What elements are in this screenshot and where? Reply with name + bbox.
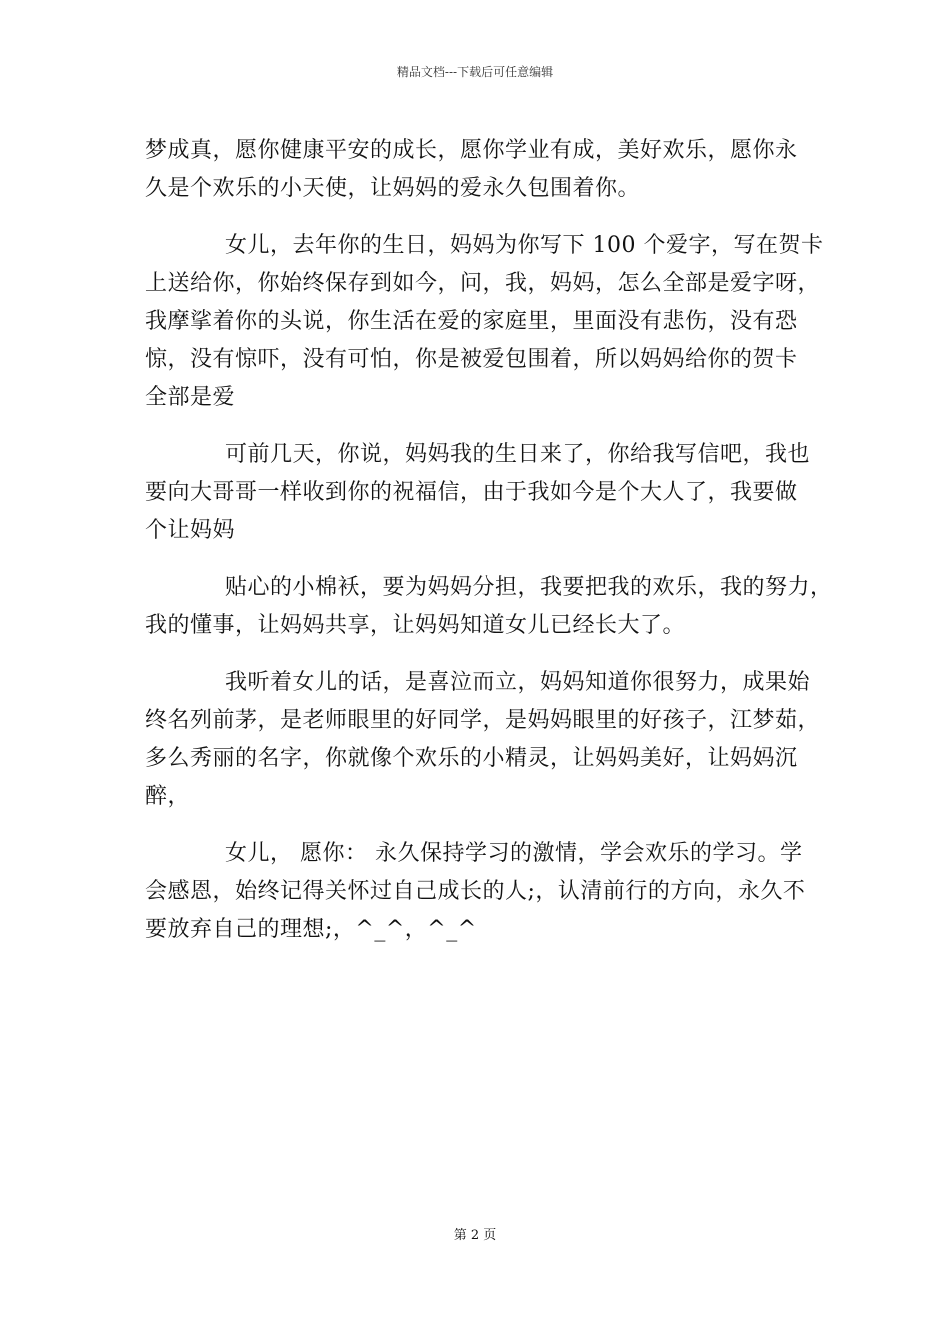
text-line: 要向大哥哥一样收到你的祝福信，由于我如今是个大人了，我要做 <box>145 480 798 505</box>
text-line: 多么秀丽的名字，你就像个欢乐的小精灵，让妈妈美好，让妈妈沉 <box>145 746 798 771</box>
text-line: 要放弃自己的理想;，^_^，^_^ <box>145 917 477 942</box>
text-line: 梦成真，愿你健康平安的成长，愿你学业有成，美好欢乐，愿你永 <box>145 138 798 163</box>
page-number: 第 2 页 <box>453 1228 497 1243</box>
paragraph-2 <box>145 227 830 417</box>
paragraph-4 <box>145 569 833 645</box>
text-line: 我听着女儿的话，是喜泣而立，妈妈知道你很努力，成果始 <box>225 670 811 695</box>
text-line: 我的懂事，让妈妈共享，让妈妈知道女儿已经长大了。 <box>145 613 686 638</box>
text-line: 会感恩，始终记得关怀过自己成长的人;，认清前行的方向，永久不 <box>145 879 806 904</box>
text-line: 惊，没有惊吓，没有可怕，你是被爱包围着，所以妈妈给你的贺卡 <box>145 347 798 372</box>
text-line: 我摩挲着你的头说，你生活在爱的家庭里，里面没有悲伤，没有恐 <box>145 309 798 334</box>
text-line: 醉， <box>145 784 191 809</box>
paragraph-1 <box>145 132 830 208</box>
text-line: 上送给你，你始终保存到如今，问，我，妈妈，怎么全部是爱字呀， <box>145 271 821 296</box>
paragraph-3 <box>145 436 830 550</box>
text-line: 女儿，去年你的生日，妈妈为你写下 100 个爱字，写在贺卡 <box>225 233 824 258</box>
text-line: 终名列前茅，是老师眼里的好同学，是妈妈眼里的好孩子，江梦茹， <box>145 708 821 733</box>
document-body <box>145 132 833 949</box>
text-line: 贴心的小棉袄，要为妈妈分担，我要把我的欢乐，我的努力， <box>225 575 833 600</box>
text-line: 可前几天，你说，妈妈我的生日来了，你给我写信吧，我也 <box>225 442 811 467</box>
page-header: 精品文档---下载后可任意编辑 <box>396 65 554 79</box>
text-line: 女儿， 愿你： 永久保持学习的激情，学会欢乐的学习。学 <box>225 841 803 866</box>
text-line: 全部是爱 <box>145 385 236 410</box>
paragraph-6 <box>145 835 830 949</box>
text-line: 久是个欢乐的小天使，让妈妈的爱永久包围着你。 <box>145 176 641 201</box>
paragraph-5 <box>145 664 830 816</box>
text-line: 个让妈妈 <box>145 518 236 543</box>
